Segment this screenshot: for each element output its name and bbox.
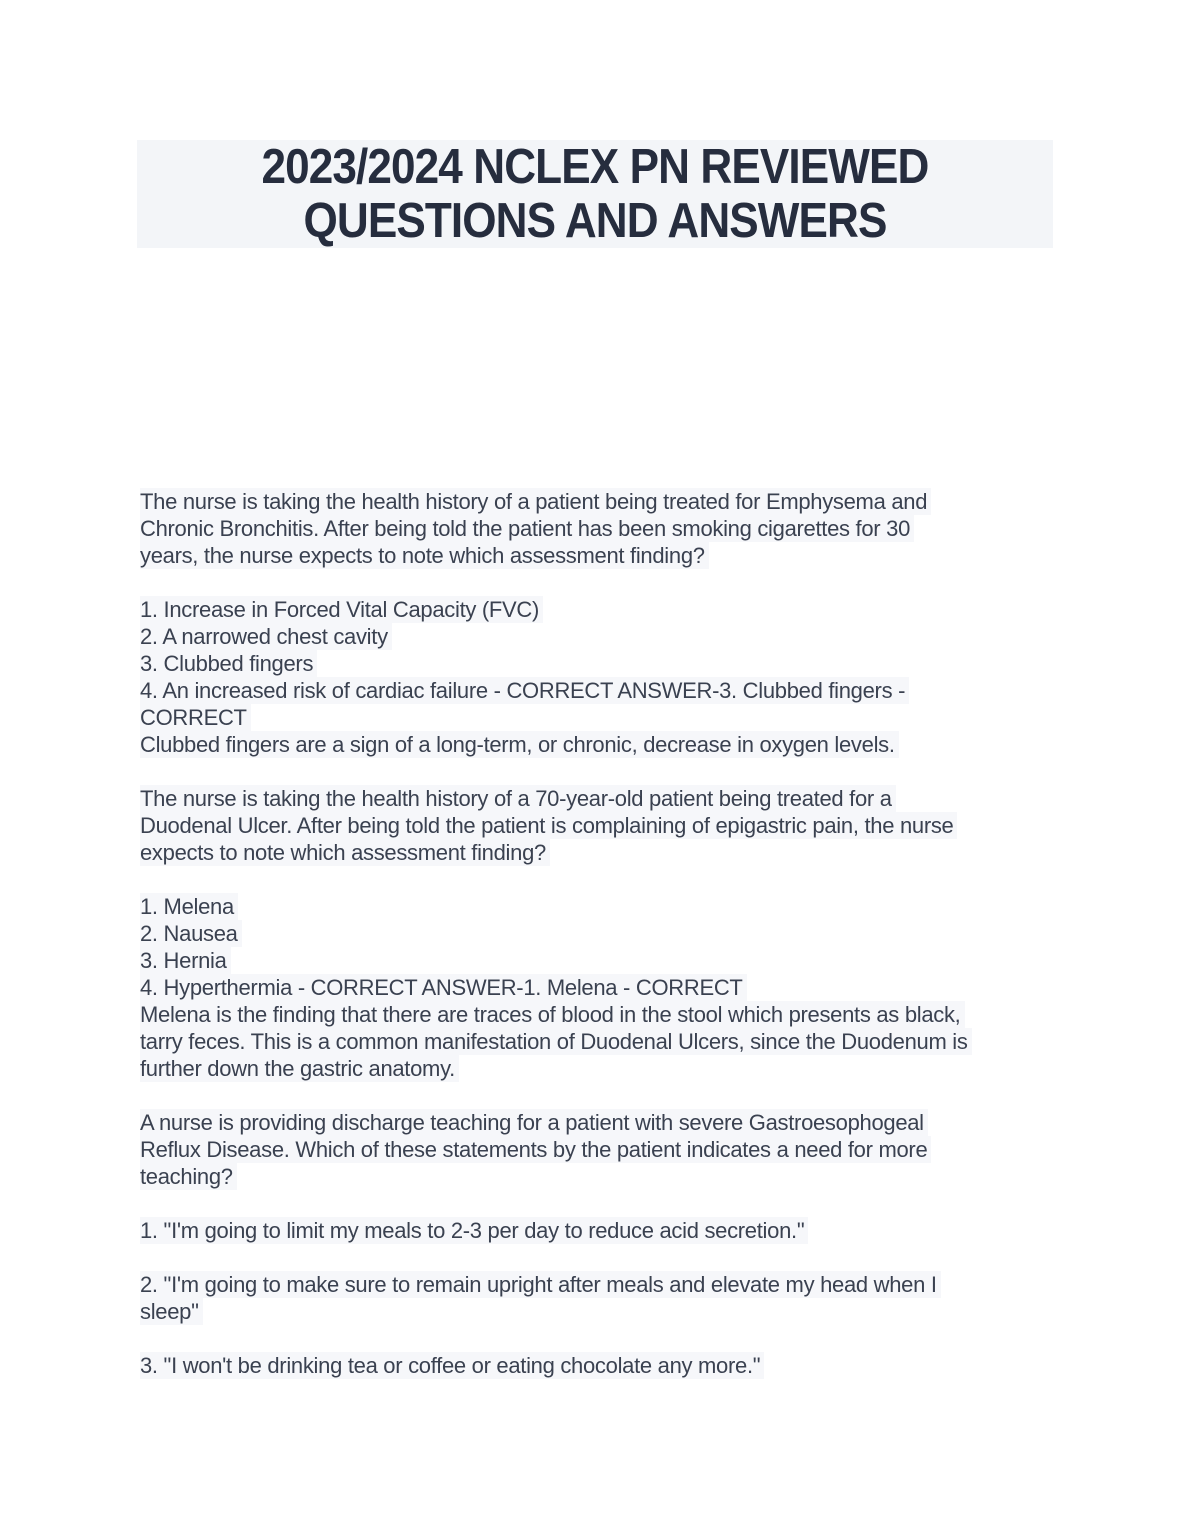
highlighted-text: CORRECT — [140, 704, 251, 731]
text-line — [140, 704, 1070, 731]
document-title: 2023/2024 NCLEX PN REVIEWED QUESTIONS AND ANSWERS — [261, 140, 929, 248]
highlighted-text: A nurse is providing discharge teaching for a patient with severe Gastroesophogeal — [140, 1109, 928, 1136]
text-line — [140, 1352, 1070, 1379]
text-line — [140, 623, 1070, 650]
text-line — [140, 488, 1070, 515]
text-line — [140, 596, 1070, 623]
text-line — [140, 974, 1070, 1001]
paragraph — [140, 1217, 1070, 1244]
highlighted-text: 3. Hernia — [140, 947, 231, 974]
text-line — [140, 650, 1070, 677]
text-line — [140, 1136, 1070, 1163]
paragraph — [140, 488, 1070, 569]
text-line — [140, 839, 1070, 866]
highlighted-text: Chronic Bronchitis. After being told the patient has been smoking cigarettes for 30 — [140, 515, 914, 542]
text-line — [140, 1217, 1070, 1244]
highlighted-text: expects to note which assessment finding? — [140, 839, 550, 866]
text-line — [140, 731, 1070, 758]
highlighted-text: further down the gastric anatomy. — [140, 1055, 459, 1082]
text-line — [140, 785, 1070, 812]
text-line — [140, 542, 1070, 569]
highlighted-text: Reflux Disease. Which of these statements by the patient indicates a need for more — [140, 1136, 931, 1163]
highlighted-text: 1. "I'm going to limit my meals to 2-3 per day to reduce acid secretion." — [140, 1217, 808, 1244]
highlighted-text: Duodenal Ulcer. After being told the patient is complaining of epigastric pain, the nurse — [140, 812, 957, 839]
highlighted-text: 1. Melena — [140, 893, 238, 920]
document-body — [140, 488, 1070, 1379]
text-line — [140, 947, 1070, 974]
highlighted-text: 2. A narrowed chest cavity — [140, 623, 392, 650]
text-line — [140, 1055, 1070, 1082]
highlighted-text: 3. "I won't be drinking tea or coffee or eating chocolate any more." — [140, 1352, 764, 1379]
text-line — [140, 515, 1070, 542]
highlighted-text: The nurse is taking the health history of a patient being treated for Emphysema and — [140, 488, 931, 515]
highlighted-text: The nurse is taking the health history of a 70-year-old patient being treated for a — [140, 785, 896, 812]
text-line — [140, 1271, 1070, 1298]
text-line — [140, 1298, 1070, 1325]
text-line — [140, 812, 1070, 839]
text-line — [140, 920, 1070, 947]
text-line — [140, 1001, 1070, 1028]
highlighted-text: 3. Clubbed fingers — [140, 650, 317, 677]
highlighted-text: 4. An increased risk of cardiac failure - CORRECT ANSWER-3. Clubbed fingers - — [140, 677, 909, 704]
text-line — [140, 1109, 1070, 1136]
paragraph — [140, 1271, 1070, 1325]
highlighted-text: Melena is the finding that there are traces of blood in the stool which presents as black, — [140, 1001, 965, 1028]
text-line — [140, 1028, 1070, 1055]
highlighted-text: sleep" — [140, 1298, 203, 1325]
highlighted-text: teaching? — [140, 1163, 237, 1190]
text-line — [140, 1163, 1070, 1190]
highlighted-text: 4. Hyperthermia - CORRECT ANSWER-1. Melena - CORRECT — [140, 974, 747, 1001]
paragraph — [140, 596, 1070, 758]
text-line — [140, 677, 1070, 704]
highlighted-text: 2. Nausea — [140, 920, 242, 947]
text-line — [140, 893, 1070, 920]
highlighted-text: 2. "I'm going to make sure to remain upright after meals and elevate my head when I — [140, 1271, 941, 1298]
paragraph — [140, 1352, 1070, 1379]
paragraph — [140, 893, 1070, 1082]
paragraph — [140, 785, 1070, 866]
paragraph — [140, 1109, 1070, 1190]
highlighted-text: 1. Increase in Forced Vital Capacity (FVC) — [140, 596, 543, 623]
highlighted-text: years, the nurse expects to note which assessment finding? — [140, 542, 709, 569]
highlighted-text: tarry feces. This is a common manifestation of Duodenal Ulcers, since the Duodenum is — [140, 1028, 972, 1055]
highlighted-text: Clubbed fingers are a sign of a long-term, or chronic, decrease in oxygen levels. — [140, 731, 899, 758]
document-title-block — [137, 140, 1053, 248]
